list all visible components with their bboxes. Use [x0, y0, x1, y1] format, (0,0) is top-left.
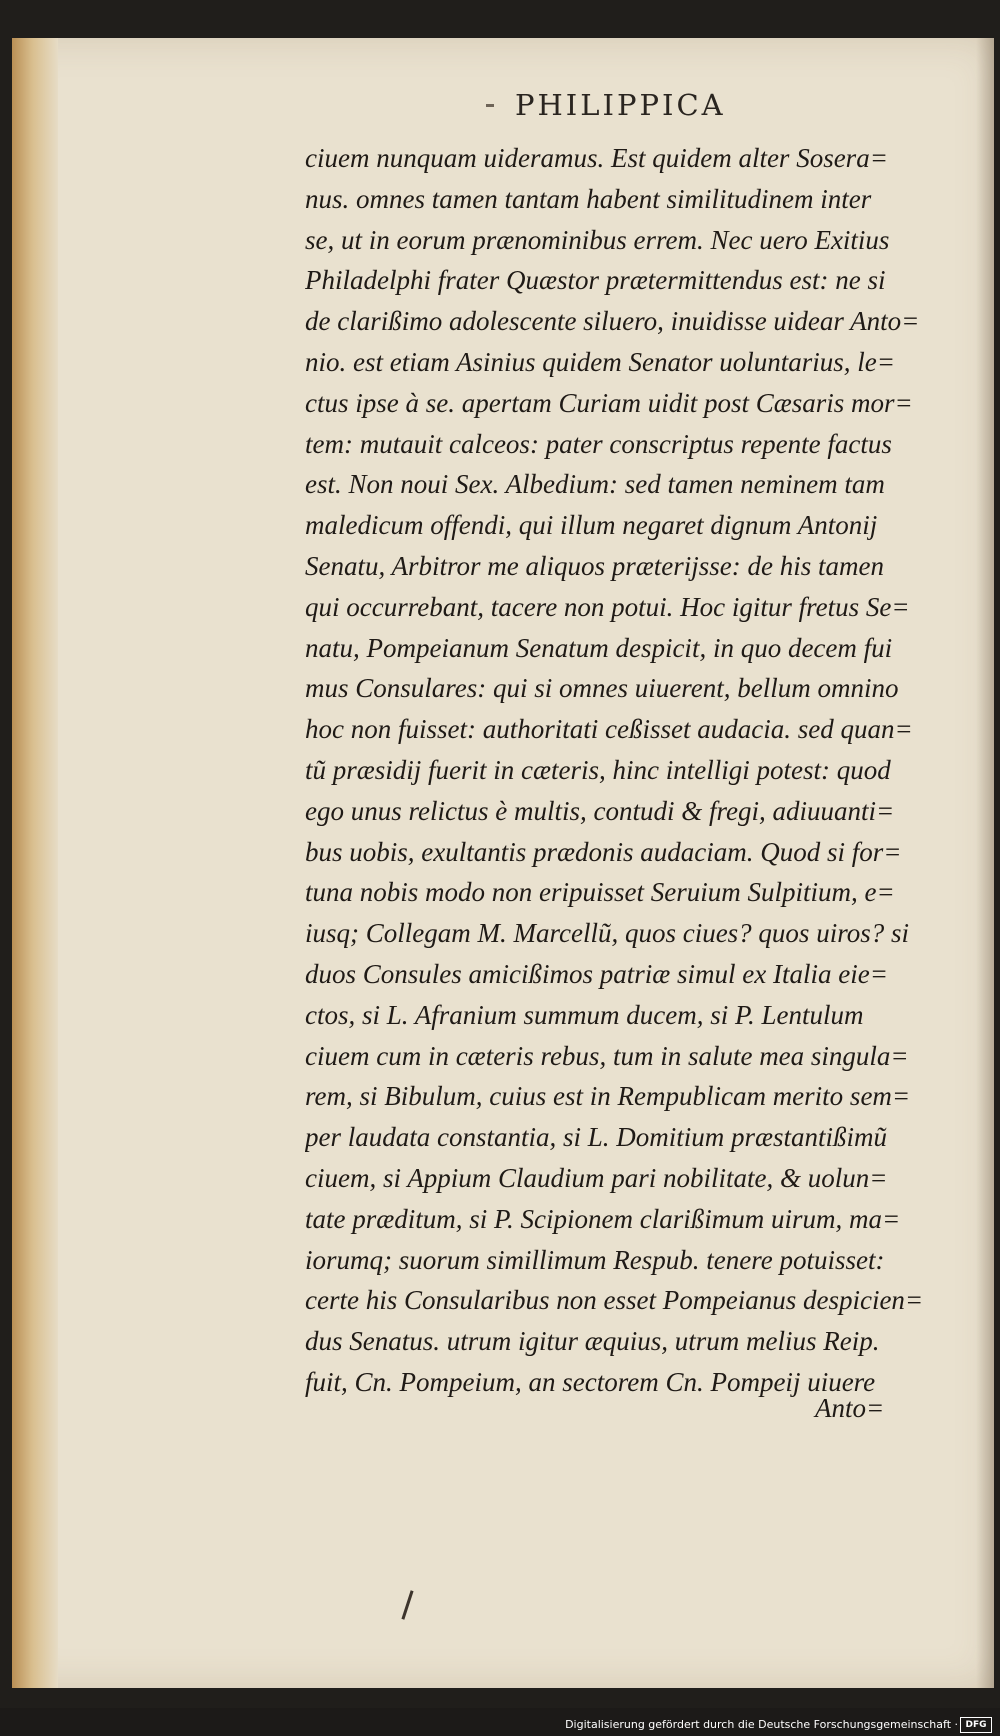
page-shadow: [976, 38, 994, 1688]
catchword: Anto=: [815, 1393, 885, 1423]
text-line: est. Non noui Sex. Albedium: sed tamen neminem tam: [305, 469, 885, 500]
text-line: tate præditum, si P. Scipionem clarißimum uirum, ma=: [305, 1203, 901, 1234]
text-line: rem, si Bibulum, cuius est in Rempublicam merito sem=: [305, 1081, 911, 1112]
text-line: hoc non fuisset: authoritati ceßisset audacia. sed quan=: [305, 714, 913, 745]
text-block: [305, 138, 945, 1403]
text-line: iorumq; suorum simillimum Respub. tenere potuisset:: [305, 1244, 885, 1275]
dfg-logo: DFG: [960, 1717, 992, 1733]
text-line: mus Consulares: qui si omnes uiuerent, bellum omnino: [305, 673, 899, 704]
text-line: duos Consules amicißimos patriæ simul ex Italia eie=: [305, 958, 888, 989]
text-line: ego unus relictus è multis, contudi & fregi, adiuuanti=: [305, 795, 895, 826]
text-line: maledicum offendi, qui illum negaret dignum Antonij: [305, 510, 878, 541]
text-line: certe his Consularibus non esset Pompeianus despicien=: [305, 1285, 924, 1316]
text-line: natu, Pompeianum Senatum despicit, in quo decem fui: [305, 632, 893, 663]
text-line: nus. omnes tamen tantam habent similitudinem inter: [305, 183, 872, 214]
text-line: ciuem, si Appium Claudium pari nobilitate, & uolun=: [305, 1162, 888, 1193]
funding-credit: Digitalisierung gefördert durch die Deutsche Forschungsgemeinschaft ·: [565, 1718, 958, 1731]
text-line: ciuem cum in cæteris rebus, tum in salute mea singula=: [305, 1040, 909, 1071]
text-line: bus uobis, exultantis prædonis audaciam. Quod si for=: [305, 836, 902, 867]
page-gutter-edge: [12, 38, 58, 1688]
text-line: fuit, Cn. Pompeium, an sectorem Cn. Pompeij uiuere: [305, 1366, 876, 1397]
text-line: tem: mutauit calceos: pater conscriptus repente factus: [305, 428, 892, 459]
text-line: de clarißimo adolescente siluero, inuidisse uidear Anto=: [305, 306, 920, 337]
text-line: se, ut in eorum prænominibus errem. Nec uero Exitius: [305, 224, 890, 255]
text-line: ctus ipse à se. apertam Curiam uidit post Cæsaris mor=: [305, 387, 913, 418]
text-line: per laudata constantia, si L. Domitium præstantißimũ: [305, 1122, 888, 1153]
text-line: tuna nobis modo non eripuisset Seruium Sulpitium, e=: [305, 877, 895, 908]
running-head-ornament: [486, 104, 494, 107]
text-line: nio. est etiam Asinius quidem Senator uoluntarius, le=: [305, 346, 895, 377]
text-line: tũ præsidij fuerit in cæteris, hinc intelligi potest: quod: [305, 754, 891, 785]
text-line: ciuem nunquam uideramus. Est quidem alter Sosera=: [305, 143, 888, 173]
text-line: qui occurrebant, tacere non potui. Hoc igitur fretus Se=: [305, 591, 910, 622]
text-line: dus Senatus. utrum igitur æquius, utrum melius Reip.: [305, 1326, 880, 1357]
text-line: iusq; Collegam M. Marcellũ, quos ciues? quos uiros? si: [305, 918, 909, 949]
text-line: Senatu, Arbitror me aliquos præterijsse: de his tamen: [305, 550, 884, 581]
running-head: PHILIPPICA: [515, 88, 726, 122]
text-line: Philadelphi frater Quæstor prætermittendus est: ne si: [305, 265, 886, 296]
text-line: ctos, si L. Afranium summum ducem, si P. Lentulum: [305, 999, 864, 1030]
